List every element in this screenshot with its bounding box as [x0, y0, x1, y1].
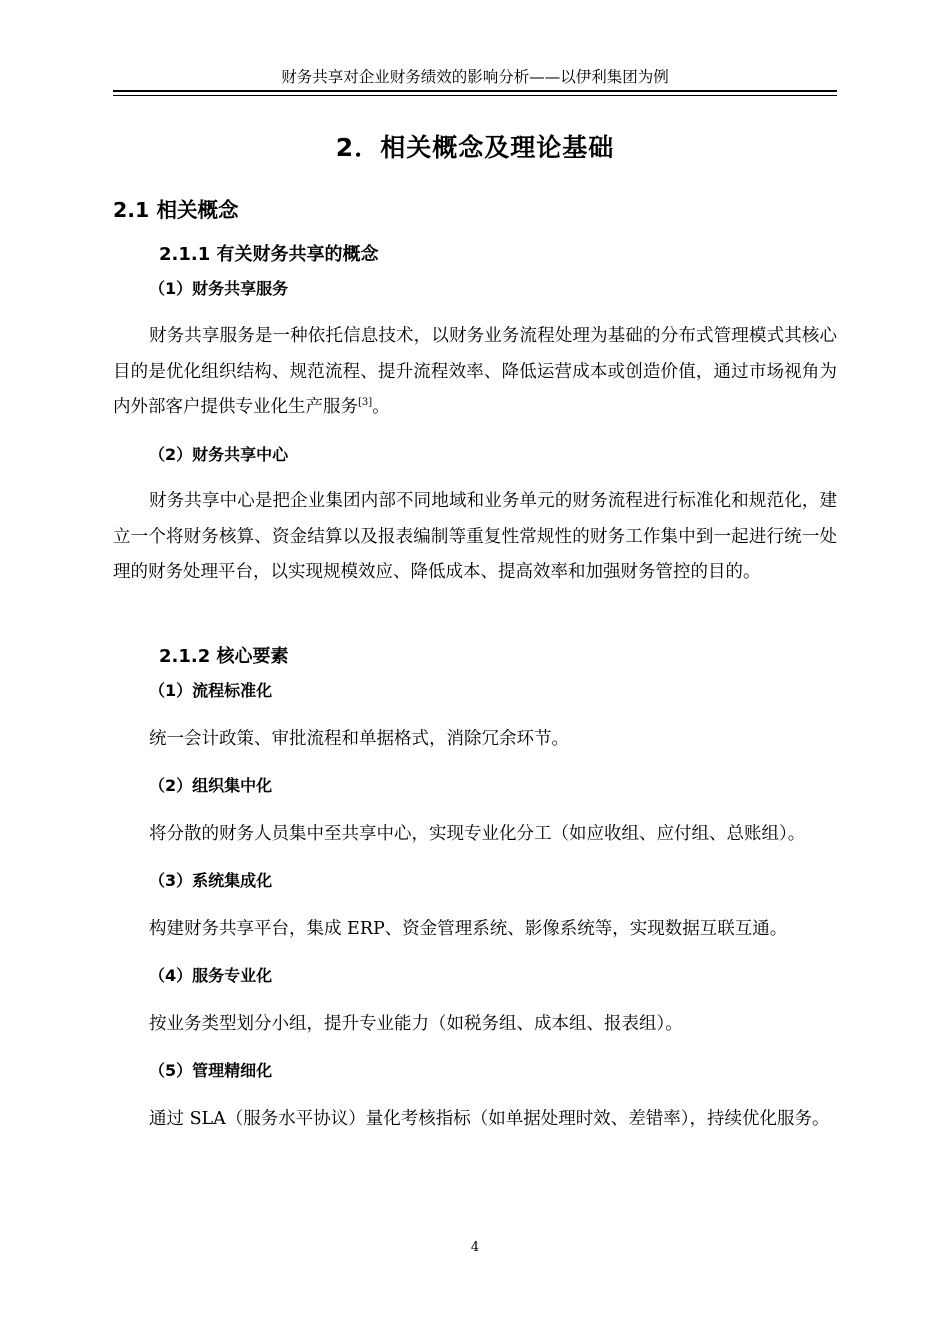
section-2-1-2-heading: 2.1.2 核心要素 — [159, 646, 289, 667]
text-service-specialization: 按业务类型划分小组，提升专业能力（如税务组、成本组、报表组）。 — [149, 1014, 683, 1034]
subheading-organization-centralization: （2）组织集中化 — [149, 776, 273, 795]
header-divider — [113, 90, 837, 92]
subheading-financial-shared-center: （2）财务共享中心 — [149, 445, 289, 464]
paragraph-tail: 。 — [372, 397, 390, 417]
page-number: 4 — [470, 1240, 480, 1255]
text-management-refinement: 通过 SLA（服务水平协议）量化考核指标（如单据处理时效、差错率），持续优化服务。 — [149, 1109, 830, 1129]
subheading-service-specialization: （4）服务专业化 — [149, 966, 273, 985]
text-organization-centralization: 将分散的财务人员集中至共享中心，实现专业化分工（如应收组、应付组、总账组）。 — [149, 824, 806, 844]
section-2-1-heading: 2.1 相关概念 — [113, 198, 239, 222]
paragraph-text: 财务共享服务是一种依托信息技术，以财务业务流程处理为基础的分布式管理模式其核心目的是优化组织结构、规范流程、提升流程效率、降低运营成本或创造价值，通过市场视角为内外部客户提供专业化生产服务 — [113, 326, 837, 417]
paragraph-financial-shared-center: 财务共享中心是把企业集团内部不同地域和业务单元的财务流程进行标准化和规范化，建立一个将财务核算、资金结算以及报表编制等重复性常规性的财务工作集中到一起进行统一处理的财务处理平台，以实现规模效应、降低成本、提高效率和加强财务管控的目的。 — [113, 491, 837, 582]
header-divider-thin — [113, 95, 837, 96]
citation-ref: [3] — [358, 397, 373, 408]
paragraph-financial-shared-service — [113, 319, 837, 426]
subheading-system-integration: （3）系统集成化 — [149, 871, 273, 890]
subheading-process-standardization: （1）流程标准化 — [149, 681, 273, 700]
page-header — [113, 66, 837, 94]
text-process-standardization: 统一会计政策、审批流程和单据格式，消除冗余环节。 — [149, 729, 569, 749]
chapter-title: 2．相关概念及理论基础 — [335, 133, 615, 162]
section-2-1-1-heading: 2.1.1 有关财务共享的概念 — [159, 244, 379, 265]
subheading-financial-shared-service: （1）财务共享服务 — [149, 279, 289, 298]
subheading-management-refinement: （5）管理精细化 — [149, 1061, 273, 1080]
running-header-title: 财务共享对企业财务绩效的影响分析——以伊利集团为例 — [281, 68, 669, 86]
text-system-integration: 构建财务共享平台，集成 ERP、资金管理系统、影像系统等，实现数据互联互通。 — [149, 919, 788, 939]
